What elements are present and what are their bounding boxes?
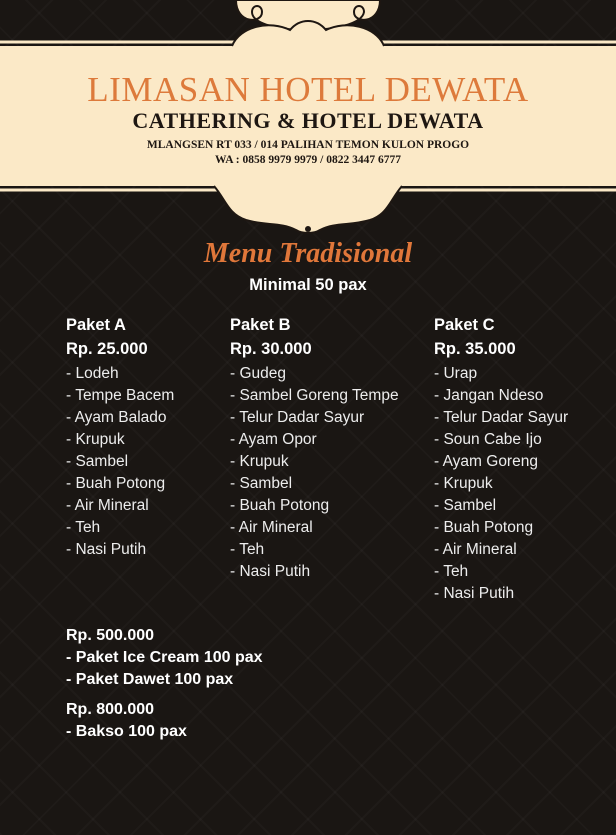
package-name: Paket C (434, 316, 495, 334)
menu-item: - Ayam Opor (230, 431, 317, 448)
package-c (434, 313, 568, 605)
menu-item: - Telur Dadar Sayur (230, 409, 365, 426)
menu-item: - Jangan Ndeso (434, 387, 544, 404)
menu-item: - Sambel (230, 475, 293, 492)
menu-item: - Krupuk (66, 431, 125, 448)
hotel-tagline: CATHERING & HOTEL DEWATA (132, 108, 484, 133)
package-name: Paket B (230, 316, 291, 334)
extra-price: Rp. 800.000 (66, 701, 155, 718)
extra-line: - Bakso 100 pax (66, 723, 187, 740)
menu-item: - Teh (230, 541, 265, 558)
menu-item: - Sambel (434, 497, 497, 514)
package-items (434, 363, 568, 605)
package-items (230, 363, 399, 583)
menu-minimum: Minimal 50 pax (249, 276, 367, 294)
menu-item: - Krupuk (434, 475, 493, 492)
menu-item: - Sambel Goreng Tempe (230, 387, 399, 404)
package-price: Rp. 30.000 (230, 340, 312, 358)
menu-item: - Urap (434, 365, 478, 382)
menu-item: - Nasi Putih (434, 585, 515, 602)
extra-price: Rp. 500.000 (66, 627, 155, 644)
menu-item: - Nasi Putih (66, 541, 147, 558)
menu-item: - Air Mineral (66, 497, 149, 514)
menu-item: - Ayam Balado (66, 409, 167, 426)
package-price: Rp. 35.000 (434, 340, 516, 358)
menu-item: - Air Mineral (230, 519, 313, 536)
menu-item: - Gudeg (230, 365, 287, 382)
menu-item: - Buah Potong (434, 519, 534, 536)
extra-line: - Paket Ice Cream 100 pax (66, 649, 263, 666)
menu-title: Menu Tradisional (203, 238, 413, 269)
menu-item: - Lodeh (66, 365, 119, 382)
menu-item: - Teh (66, 519, 101, 536)
menu-item: - Ayam Goreng (434, 453, 538, 470)
menu-item: - Nasi Putih (230, 563, 311, 580)
menu-item: - Krupuk (230, 453, 289, 470)
hotel-address: MLANGSEN RT 033 / 014 PALIHAN TEMON KULON PROGO (146, 139, 470, 151)
package-a (66, 313, 174, 561)
extras-section (66, 625, 263, 751)
menu-item: - Soun Cabe Ijo (434, 431, 542, 448)
extra-group (66, 699, 263, 743)
package-name: Paket A (66, 316, 126, 334)
package-items (66, 363, 174, 561)
extra-line: - Paket Dawet 100 pax (66, 671, 234, 688)
menu-item: - Teh (434, 563, 469, 580)
menu-item: - Buah Potong (66, 475, 166, 492)
menu-item: - Tempe Bacem (66, 387, 175, 404)
bottom-ornament (214, 186, 402, 233)
package-b (230, 313, 399, 583)
menu-item: - Telur Dadar Sayur (434, 409, 569, 426)
hotel-phone: WA : 0858 9979 9979 / 0822 3447 6777 (215, 154, 401, 166)
menu-item: - Air Mineral (434, 541, 517, 558)
extra-group (66, 625, 263, 691)
menu-item: - Buah Potong (230, 497, 330, 514)
package-price: Rp. 25.000 (66, 340, 148, 358)
menu-item: - Sambel (66, 453, 129, 470)
hotel-name: LIMASAN HOTEL DEWATA (87, 70, 529, 109)
